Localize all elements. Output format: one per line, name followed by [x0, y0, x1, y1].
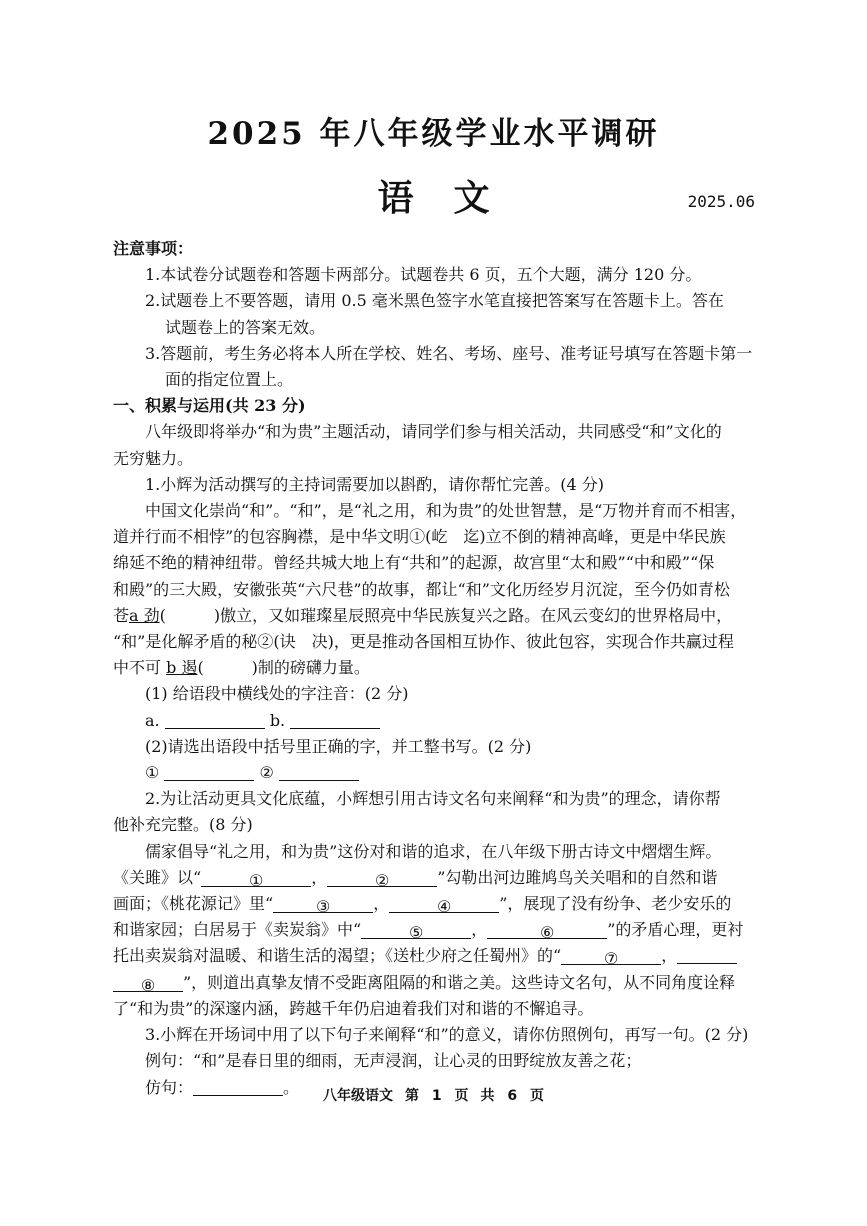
answer-blank-b[interactable] [290, 710, 380, 729]
q2-text-part: ”的矛盾心理，更衬 [607, 920, 744, 940]
footer-total: 共 6 页 [480, 1088, 544, 1104]
answer-blank-2[interactable] [279, 762, 359, 781]
imitate-label: 仿句： [145, 1077, 194, 1097]
answer-blank-1[interactable] [164, 762, 254, 781]
exam-subject: 语文 [377, 177, 530, 219]
q2-text [113, 943, 763, 969]
section-intro: 无穷魅力。 [113, 448, 194, 468]
section-intro: 八年级即将举办“和为贵”主题活动，请同学们参与相关活动，共同感受“和”文化的 [145, 422, 722, 442]
fill-blank-4[interactable]: ④ [389, 894, 499, 913]
page-footer [0, 1085, 867, 1105]
q2-text-part: 和谐家园；白居易于《卖炭翁》中“ [113, 920, 362, 940]
fill-blank-8[interactable]: ⑧ [113, 973, 183, 992]
note-item: 1.本试卷分试题卷和答题卡两部分。试题卷共 6 页，五个大题，满分 120 分。 [145, 265, 702, 285]
q2-text-part: 《关雎》以“ [113, 867, 202, 887]
fill-blank-8-start[interactable] [677, 945, 737, 964]
note-item: 3.答题前，考生务必将本人所在学校、姓名、考场、座号、准考证号填写在答题卡第一 [145, 343, 753, 363]
section-heading: 一、积累与运用(共 23 分) [113, 396, 306, 416]
q2-text-part: ， [471, 920, 488, 940]
notes-heading: 注意事项： [113, 239, 194, 258]
passage-line [113, 603, 763, 629]
q2-text-part: ， [373, 894, 390, 914]
q2-text [113, 970, 763, 996]
passage-line: 中国文化崇尚“和”。“和”，是“礼之用，和为贵”的处世智慧，是“万物并育而不相害， [145, 501, 747, 521]
answer-label: ① [145, 763, 160, 783]
sub-question: (1) 给语段中横线处的字注音：(2 分) [145, 684, 409, 704]
footer-course: 八年级语文 [323, 1088, 393, 1104]
answer-row [113, 760, 763, 786]
exam-body [113, 236, 763, 1101]
underlined-word: b 遏 [166, 658, 198, 678]
q2-text-part: ， [661, 946, 678, 966]
answer-label: ② [259, 763, 274, 783]
q2-text-part: ”，则道出真挚友情不受距离阻隔的和谐之美。这些诗文名句，从不同角度诠释 [183, 972, 736, 992]
passage-line: 和殿”的三大殿，安徽张英“六尺巷”的故事，都让“和”文化历经岁月沉淀，至今仍如青松 [113, 579, 730, 599]
imitate-end: 。 [283, 1077, 300, 1097]
passage-line: 道并行而不相悖”的包容胸襟，是中华文明①(屹 迄)立不倒的精神高峰，更是中华民族 [113, 527, 726, 547]
fill-blank-1[interactable]: ① [201, 868, 311, 887]
footer-page: 第 1 页 [405, 1088, 469, 1104]
sub-question: (2)请选出语段中括号里正确的字，并工整书写。(2 分) [145, 736, 532, 756]
underlined-word: a 劲 [129, 605, 160, 625]
note-item: 2.试题卷上不要答题，请用 0.5 毫米黑色签字水笔直接把答案写在答题卡上。答在 [145, 291, 724, 311]
q2-text-part: 画面；《桃花源记》里“ [113, 894, 274, 914]
fill-blank-3[interactable]: ③ [273, 894, 373, 913]
fill-blank-2[interactable]: ② [327, 868, 437, 887]
question-2-stem: 2.为让活动更具文化底蕴，小辉想引用古诗文名句来阐释“和为贵”的理念，请你帮 [145, 789, 721, 809]
passage-text: ( )傲立，又如璀璨星辰照亮中华民族复兴之路。在风云变幻的世界格局中， [159, 605, 733, 625]
note-item: 面的指定位置上。 [165, 370, 294, 390]
exam-title: 2025 年八年级学业水平调研 [207, 116, 660, 152]
example-sentence: 例句：“和”是春日里的细雨，无声浸润，让心灵的田野绽放友善之花； [145, 1051, 642, 1071]
q2-text [113, 917, 763, 943]
q2-text [113, 891, 763, 917]
fill-blank-6[interactable]: ⑥ [487, 920, 607, 939]
question-3-stem: 3.小辉在开场词中用了以下句子来阐释“和”的意义，请你仿照例句，再写一句。(2 分) [145, 1025, 749, 1045]
q2-text-part: ”，展现了没有纷争、老少安乐的 [499, 894, 732, 914]
question-2-stem: 他补充完整。(8 分) [113, 815, 253, 835]
fill-blank-5[interactable]: ⑤ [361, 920, 471, 939]
answer-label: b. [269, 710, 286, 730]
q2-text: 了“和为贵”的深邃内涵，跨越千年仍启迪着我们对和谐的不懈追寻。 [113, 998, 594, 1018]
passage-line [113, 655, 763, 681]
answer-label: a. [145, 710, 160, 730]
answer-row [113, 708, 763, 734]
q2-text-part: 托出卖炭翁对温暖、和谐生活的渴望；《送杜少府之任蜀州》的“ [113, 946, 562, 966]
passage-text: 苍 [113, 605, 130, 625]
q2-text-part: ， [311, 867, 328, 887]
q2-text [113, 865, 763, 891]
question-1-stem: 1.小辉为活动撰写的主持词需要加以斟酌，请你帮忙完善。(4 分) [145, 474, 605, 494]
passage-line: 绵延不绝的精神纽带。曾经共城大地上有“共和”的起源，故宫里“太和殿”“中和殿”“保 [113, 553, 715, 573]
fill-blank-7[interactable]: ⑦ [561, 946, 661, 965]
q2-text-part: ”勾勒出河边雎鸠鸟关关唱和的自然和谐 [437, 867, 718, 887]
passage-line: “和”是化解矛盾的秘②(诀 决)，更是推动各国相互协作、彼此包容，实现合作共赢过程 [113, 632, 734, 652]
answer-blank-a[interactable] [165, 710, 265, 729]
exam-date: 2025.06 [687, 192, 755, 211]
passage-text: 中不可 [113, 658, 167, 678]
note-item: 试题卷上的答案无效。 [165, 317, 326, 337]
q2-text: 儒家倡导“礼之用，和为贵”这份对和谐的追求，在八年级下册古诗文中熠熠生辉。 [145, 841, 722, 861]
passage-text: ( )制的磅礴力量。 [197, 658, 370, 678]
